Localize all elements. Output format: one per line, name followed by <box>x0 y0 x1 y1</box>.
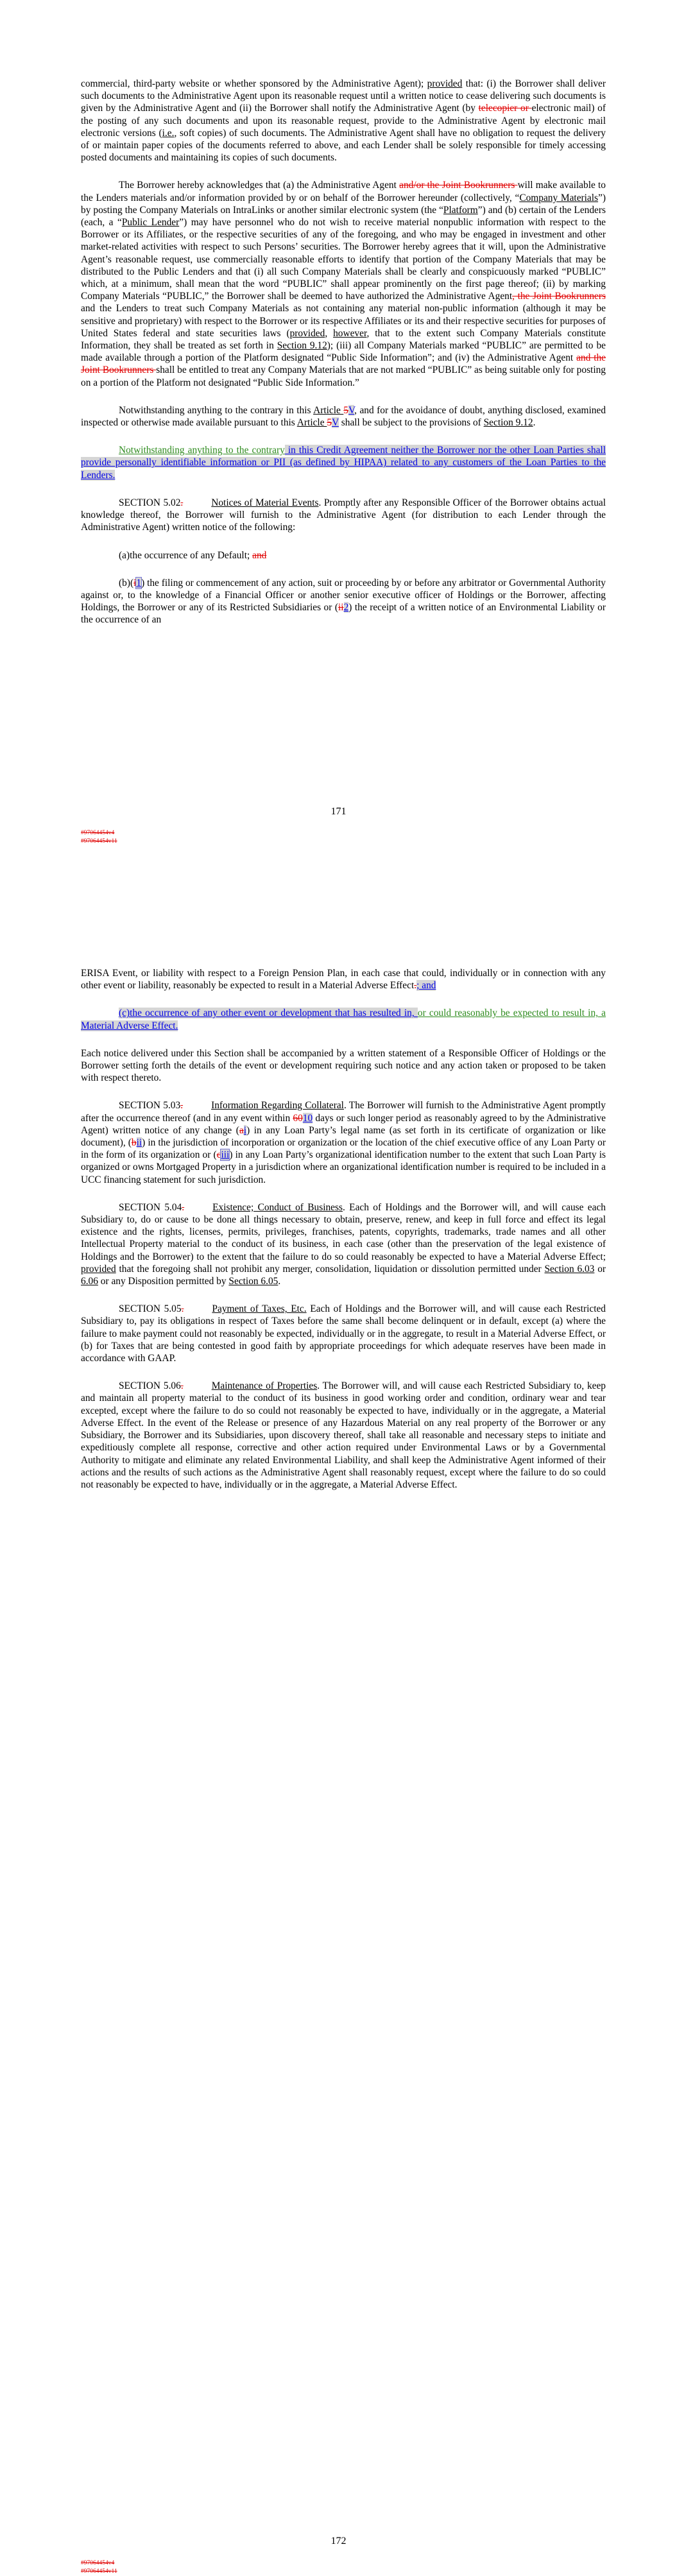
paragraph-company-materials: The Borrower hereby acknowledges that (a) the Administrative Agent and/or the Joint Bookrunners will make available to the Lenders materials and/or information provided by or on behalf of the Borrower hereunder (collectively, “Company Materials”) by posting the Company Materials on IntraLinks or another similar electronic system (the “Platform”) and (b) certain of the Lenders (each, a “Public Lender”) may have personnel who do not wish to receive material nonpublic information with respect to the Borrower or its Affiliates, or the respective securities of any of the foregoing, and who may be engaged in investment and other market-related activities with respect to such Persons’ securities. The Borrower hereby agrees that it will, upon the Administrative Agent’s reasonable request, use commercially reasonable efforts to identify that portion of the Company Materials that may be distributed to the Public Lenders and that (i) all such Company Materials shall be clearly and conspicuously marked “PUBLIC” which, at a minimum, shall mean that the word “PUBLIC” shall appear prominently on the first page thereof; (ii) by marking Company Materials “PUBLIC,” the Borrower shall be deemed to have authorized the Administrative Agent, the Joint Bookrunners and the Lenders to treat such Company Materials as not containing any material non-public information (although it may be sensitive and proprietary) with respect to the Borrower or its respective Affiliates or its and their respective securities for purposes of United States federal and state securities laws (provided, however, that to the extent such Company Materials constitute Information, they shall be treated as set forth in Section 9.12); (iii) all Company Materials marked “PUBLIC” are permitted to be made available through a portion of the Platform designated “Public Side Information”; and (iv) the Administrative Agent and the Joint Bookrunners shall be entitled to treat any Company Materials that are not marked “PUBLIC” as being suitable only for posting on a portion of the Platform not designated “Public Side Information.” <box>81 180 606 388</box>
moved-text: Notwithstanding anything to the contrary <box>119 445 285 456</box>
inserted-text: ; and <box>416 980 436 992</box>
section-reference: Section 6.03 <box>544 1263 595 1275</box>
list-item-a: (a)the occurrence of any Default; and <box>119 549 267 561</box>
section-reference: Section 9.12 <box>483 417 533 429</box>
deleted-text: and/or the Joint Bookrunners <box>399 180 518 191</box>
section-5-06: SECTION 5.06. Maintenance of Properties. The Borrower will, and will cause each Restricted Subsidiary to, keep and maintain all property material to the conduct of its business in good working order and condition, ordinary wear and tear excepted, except where the failure to do so could not reasonably be expected to have, individually or in the aggregate, a Material Adverse Effect. In the event of the Release or presence of any Hazardous Material on any real property of the Borrower or any Subsidiary, the Borrower and its Subsidiaries, upon discovery thereof, shall take all reasonable and necessary steps to initiate and expeditiously complete all response, corrective and other action required under Environmental Laws or by a Governmental Authority to mitigate and eliminate any related Environmental Liability, and shall keep the Administrative Agent informed of their actions and the results of such actions as the Administrative Agent shall reasonably request, except where the failure to do so could not reasonably be expected to have, individually or in the aggregate, a Material Adverse Effect. <box>81 1380 606 1490</box>
section-reference: Section 9.12 <box>277 340 327 352</box>
section-5-05: SECTION 5.05. Payment of Taxes, Etc. Each of Holdings and the Borrower will, and will cause each Restricted Subsidiary to, pay its obligations in respect of Taxes before the same shall become delinquent or in default, except (a) where the failure to make payment could not reasonably be expected, individually or in the aggregate, to result in a Material Adverse Effect, or (b) for Taxes that are being contested in good faith by appropriate proceedings for which adequate reserves have been made in accordance with GAAP. <box>81 1303 606 1364</box>
page-171 <box>0 0 677 845</box>
page-172 <box>0 841 677 2575</box>
section-reference: Section 6.05 <box>228 1276 279 1287</box>
section-title: Maintenance of Properties <box>211 1380 318 1392</box>
paragraph-erisa-continuation: ERISA Event, or liability with respect to a Foreign Pension Plan, in each case that could, individually or in connection with any other event or liability, reasonably be expected to result in a Material Adverse Effect.; and <box>81 968 606 992</box>
paragraph-document-delivery: commercial, third-party website or whether sponsored by the Administrative Agent); provided that: (i) the Borrower shall deliver such documents to the Administrative Agent upon its reasonable request until a written notice to cease delivering such documents is given by the Administrative Agent and (ii) the Borrower shall notify the Administrative Agent (by telecopier or electronic mail) of the posting of any such documents and upon its reasonable request, provide to the Administrative Agent by electronic mail electronic versions (i.e., soft copies) of such documents. The Administrative Agent shall have no obligation to request the delivery of or maintain paper copies of the documents referred to above, and each Lender shall be solely responsible for timely accessing posted documents and maintaining its copies of such documents. <box>81 78 606 164</box>
section-title: Notices of Material Events <box>211 497 319 508</box>
paragraph-notwithstanding-article: Notwithstanding anything to the contrary in this Article 5V, and for the avoidance of doubt, anything disclosed, examined inspected or otherwise made available pursuant to this Article 5V shall be subject to the provisions of Section 9.12. <box>81 404 606 429</box>
page-number: 171 <box>330 806 347 817</box>
moved-text: or could reasonably be expected to result in, a <box>417 1008 606 1019</box>
list-item-b: (b)(i1) the filing or commencement of any action, suit or proceeding by or before any arbitrator or Governmental Authority against or, to the knowledge of a Financial Officer or another senior executive officer of Holdings or the Borrower, affecting Holdings, the Borrower or any of its Restricted Subsidiaries or (ii2) the receipt of a written notice of an Environmental Liability or the occurrence of an <box>81 577 606 626</box>
inserted-text: in this Credit Agreement neither the Borrower nor the other Loan Parties shall provide personally identifiable information or PII (as defined by HIPAA) related to any customers of the Loan Parties to the Lenders. <box>81 445 606 481</box>
deleted-text: and the Joint Bookrunners <box>81 352 606 376</box>
section-title: Existence; Conduct of Business <box>212 1201 343 1213</box>
inserted-text: the occurrence of any other event or development that has resulted in, <box>130 1008 418 1019</box>
paragraph-pii-insertion <box>81 444 606 481</box>
section-title: Payment of Taxes, Etc. <box>212 1303 307 1315</box>
page-body <box>81 967 606 1506</box>
deleted-text: , the Joint Bookrunners <box>512 291 606 302</box>
section-title: Information Regarding Collateral <box>211 1100 344 1112</box>
list-item-c: (c)the occurrence of any other event or development that has resulted in, or could reasonably be expected to result in, a Material Adverse Effect. <box>81 1008 606 1031</box>
section-5-03: SECTION 5.03. Information Regarding Collateral. The Borrower will furnish to the Administrative Agent promptly after the occurrence thereof (and in any event within 6010 days or such longer period as reasonably agreed to by the Administrative Agent) written notice of any change (ai) in any Loan Party’s legal name (as set forth in its certificate of organization or like document), (bii) in the jurisdiction of incorporation or organization or the location of the chief executive office of any Loan Party or in the form of its organization or (ciii) in any Loan Party’s organizational identification number to the extent that such Loan Party is organized or owns Mortgaged Property in a jurisdiction where an organizational identification number is required to be included in a UCC financing statement for such jurisdiction. <box>81 1100 606 1185</box>
page-number: 172 <box>330 2536 347 2546</box>
deleted-text: telecopier or <box>478 103 532 114</box>
section-reference: 6.06 <box>81 1276 98 1287</box>
page-body <box>81 78 606 642</box>
paragraph-notice-statement: Each notice delivered under this Section shall be accompanied by a written statement of a Responsible Officer of Holdings or the Borrower setting forth the details of the event or development requiring such notice and any action taken or proposed to be taken with respect thereto. <box>81 1047 606 1084</box>
document-id-footer: #97064454v4 #97064454v11 <box>81 2560 117 2575</box>
section-5-04: SECTION 5.04. Existence; Conduct of Business. Each of Holdings and the Borrower will, and will cause each Subsidiary to, do or cause to be done all things necessary to obtain, preserve, renew, and keep in full force and effect its legal existence and the rights, licenses, permits, privileges, franchises, patents, copyrights, trademarks, trade names and all other Intellectual Property material to the conduct of its business, in each case (other than the preservation of the legal existence of Holdings and the Borrower) to the extent that the failure to do so could reasonably be expected to have a Material Adverse Effect; provided that the foregoing shall not prohibit any merger, consolidation, liquidation or dissolution permitted under Section 6.03 or 6.06 or any Disposition permitted by Section 6.05. <box>81 1201 606 1287</box>
section-5-02: SECTION 5.02. Notices of Material Events. Promptly after any Responsible Officer of the Borrower obtains actual knowledge thereof, the Borrower will furnish to the Administrative Agent (for distribution to each Lender through the Administrative Agent) written notice of the following: <box>81 497 606 533</box>
inserted-text: Material Adverse Effect. <box>81 1020 178 1031</box>
document-id-footer: #97064454v4 #97064454v11 <box>81 830 117 845</box>
